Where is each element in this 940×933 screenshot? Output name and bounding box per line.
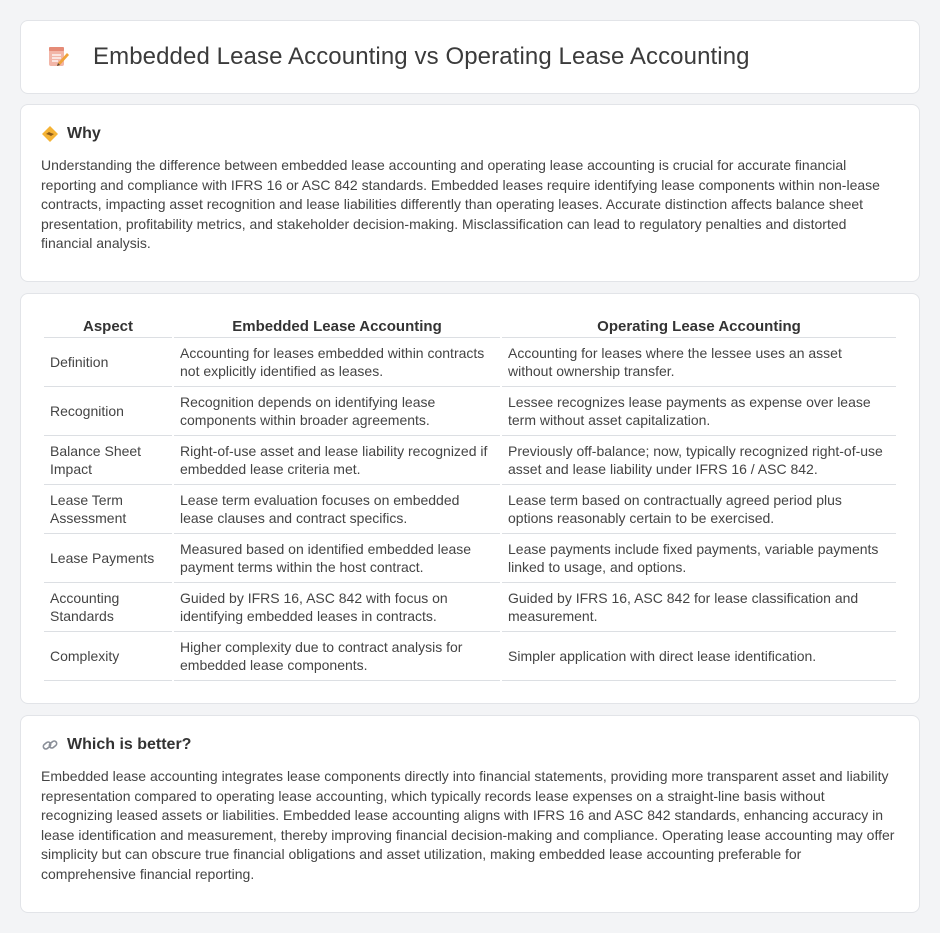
table-row xyxy=(44,387,896,436)
comparison-table xyxy=(42,314,898,681)
table-row xyxy=(44,632,896,681)
embedded-cell: Guided by IFRS 16, ASC 842 with focus on identifying embedded leases in contracts. xyxy=(174,583,500,632)
embedded-cell: Lease term evaluation focuses on embedded lease clauses and contract specifics. xyxy=(174,485,500,534)
operating-cell: Simpler application with direct lease identification. xyxy=(502,632,896,681)
operating-cell: Guided by IFRS 16, ASC 842 for lease classification and measurement. xyxy=(502,583,896,632)
embedded-cell: Right-of-use asset and lease liability recognized if embedded lease criteria met. xyxy=(174,436,500,485)
handshake-icon xyxy=(41,125,59,143)
aspect-cell: Accounting Standards xyxy=(44,583,172,632)
operating-cell: Previously off-balance; now, typically recognized right-of-use asset and lease liability under IFRS 16 / ASC 842. xyxy=(502,436,896,485)
embedded-cell: Measured based on identified embedded lease payment terms within the host contract. xyxy=(174,534,500,583)
aspect-cell: Complexity xyxy=(44,632,172,681)
embedded-cell: Recognition depends on identifying lease components within broader agreements. xyxy=(174,387,500,436)
table-row xyxy=(44,436,896,485)
operating-cell: Accounting for leases where the lessee uses an asset without ownership transfer. xyxy=(502,338,896,387)
table-row xyxy=(44,534,896,583)
title-card xyxy=(20,20,920,94)
why-text: Understanding the difference between embedded lease accounting and operating lease accounting is crucial for accurate financial reporting and compliance with IFRS 16 or ASC 842 standards. Embedded leases require identifying lease components within non-lease contracts, impacting asset recognition and lease liabilities differently than operating leases. Accurate distinction affects balance sheet presentation, profitability metrics, and stakeholder decision-making. Misclassification can lead to regulatory penalties and distorted financial analysis. xyxy=(41,157,880,251)
table-row xyxy=(44,485,896,534)
better-heading: Which is better? xyxy=(67,736,192,753)
column-header-embedded: Embedded Lease Accounting xyxy=(174,314,500,338)
aspect-cell: Lease Term Assessment xyxy=(44,485,172,534)
aspect-cell: Definition xyxy=(44,338,172,387)
embedded-cell: Higher complexity due to contract analysis for embedded lease components. xyxy=(174,632,500,681)
better-text: Embedded lease accounting integrates lease components directly into financial statements, providing more transparent asset and liability representation compared to operating lease accounting, which typically records lease expenses on a straight-line basis without recognizing leased assets or liabilities. Embedded lease accounting aligns with IFRS 16 and ASC 842 standards, enhancing accuracy in lease identification and measurement, thereby improving financial decision-making and compliance. Operating lease accounting may offer simplicity but can obscure true financial obligations and asset utilization, making embedded lease accounting preferable for comprehensive financial reporting. xyxy=(41,768,895,882)
better-section xyxy=(20,715,920,913)
page-title: Embedded Lease Accounting vs Operating Lease Accounting xyxy=(93,43,750,70)
operating-cell: Lease term based on contractually agreed period plus options reasonably certain to be exercised. xyxy=(502,485,896,534)
aspect-cell: Balance Sheet Impact xyxy=(44,436,172,485)
table-row xyxy=(44,583,896,632)
comparison-section xyxy=(20,293,920,704)
why-header xyxy=(41,125,899,143)
aspect-cell: Recognition xyxy=(44,387,172,436)
column-header-aspect: Aspect xyxy=(44,314,172,338)
why-section xyxy=(20,104,920,282)
operating-cell: Lease payments include fixed payments, variable payments linked to usage, and options. xyxy=(502,534,896,583)
table-header-row xyxy=(44,314,896,338)
link-icon xyxy=(41,736,59,754)
table-row xyxy=(44,338,896,387)
operating-cell: Lessee recognizes lease payments as expense over lease term without asset capitalization. xyxy=(502,387,896,436)
better-header xyxy=(41,736,899,754)
embedded-cell: Accounting for leases embedded within contracts not explicitly identified as leases. xyxy=(174,338,500,387)
aspect-cell: Lease Payments xyxy=(44,534,172,583)
memo-pencil-icon xyxy=(45,44,71,70)
why-heading: Why xyxy=(67,125,101,142)
column-header-operating: Operating Lease Accounting xyxy=(502,314,896,338)
